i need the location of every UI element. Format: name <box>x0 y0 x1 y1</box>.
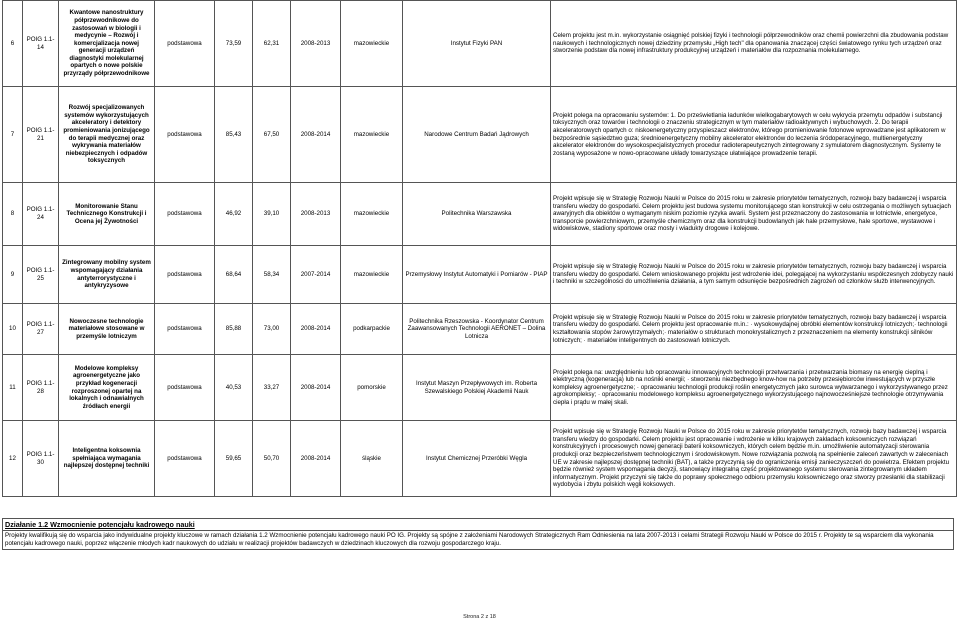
table-row <box>3 183 957 246</box>
beneficiary: Politechnika Warszawska <box>403 183 551 246</box>
project-period: 2008-2013 <box>291 1 341 87</box>
project-region: śląskie <box>341 421 403 497</box>
project-title: Rozwój specjalizowanych systemów wykorzystujących akceleratory i detektory promieniowania jonizującego do terapii medycznej oraz wykrywania materiałów niebezpiecznych i odpadów toksycznych <box>59 87 155 183</box>
project-code: POIG 1.1-14 <box>23 1 59 87</box>
project-region: podkarpackie <box>341 304 403 355</box>
table-row <box>3 355 957 421</box>
project-description: Projekt polega na opracowaniu systemów: 1. Do prześwietlania ładunków wielkogabarytowych w celu wykrycia przemytu odpadów i substancji toksycznych oraz towarów i technologii o znaczeniu strategicznym w tym materiałów radioaktywnych i wybuchowych. 2. Do terapii akceleratorowych opartych o: niskoenergetyczny przyspieszacz elektronów, którego promieniowanie fotonowe wprowadzane jest aplikatorem w bezpośrednie sąsiedztwo guza; średnioenergetyczny mobilny akcelerator elektronów do leczenia śródoperacyjnego, multienergetyczny akcelerator elektronów do wysokospecjalistycznych procedur radioterapeutycznych zintegrowany z symulatorem diagnostycznym. Systemy te zostaną wyposażone w nowo-opracowane układy towarzyszące ułatwiające prowadzenie terapii. <box>551 87 957 183</box>
row-number: 10 <box>3 304 23 355</box>
table-body <box>3 1 957 497</box>
project-code: POIG 1.1-21 <box>23 87 59 183</box>
project-code: POIG 1.1-27 <box>23 304 59 355</box>
project-title: Monitorowanie Stanu Technicznego Konstrukcji i Ocena jej Żywotności <box>59 183 155 246</box>
table-row <box>3 304 957 355</box>
row-number: 11 <box>3 355 23 421</box>
project-title: Kwantowe nanostruktury półprzewodnikowe do zastosowań w biologii i medycynie – Rozwój i komercjalizacja nowej generacji urządzeń diagnostyki molekularnej opartych o nowe polskie przyrządy półprzewodnikowe <box>59 1 155 87</box>
total-cost: 85,43 <box>215 87 253 183</box>
eu-funding: 50,70 <box>253 421 291 497</box>
project-title: Nowoczesne technologie materiałowe stosowane w przemyśle lotniczym <box>59 304 155 355</box>
project-period: 2008-2014 <box>291 304 341 355</box>
project-description: Projekt wpisuje się w Strategię Rozwoju Nauki w Polsce do 2015 roku w zakresie priorytetów tematycznych, rozwoju bazy badawczej i wsparcia transferu wiedzy do gospodarki. Celem wnioskowanego projektu jest wdrożenie idei, polegającej na wykorzystaniu współczesnych zdobyczy nauki i techniki w szczególności do umożliwienia działania, a tym samym odsunięcie bezpośrednich zagrożeń od członków służb interwencyjnych. <box>551 246 957 304</box>
project-region: mazowieckie <box>341 1 403 87</box>
table-row <box>3 1 957 87</box>
row-number: 7 <box>3 87 23 183</box>
project-title: Inteligentna koksownia spełniająca wymagania najlepszej dostępnej techniki <box>59 421 155 497</box>
project-period: 2008-2014 <box>291 355 341 421</box>
project-period: 2007-2014 <box>291 246 341 304</box>
project-code: POIG 1.1-28 <box>23 355 59 421</box>
project-description: Projekt polega na: uwzględnieniu lub opracowaniu innowacyjnych technologii przetwarzania i przetwarzania biomasy na energię cieplną i elektryczną (kogeneracja) lub na nośniki energii; · stworzeniu niezbędnego know-how na potrzeby przesiębiorców inwestujących w przyszłe kompleksy agroenergetyczne; · opracowaniu technologii produkcji roślin energetycznych jako surowca wytwarzanego i wykorzystywanego przez agrokompleksy; · opracowaniu modelowego kompleksu agroenergetycznego wykorzystującego najnowocześniejsze technologie otrzymywania ciepła i prądu w małej skali. <box>551 355 957 421</box>
row-number: 8 <box>3 183 23 246</box>
project-code: POIG 1.1-30 <box>23 421 59 497</box>
row-number: 12 <box>3 421 23 497</box>
project-code: POIG 1.1-24 <box>23 183 59 246</box>
section-text: Projekty kwalifikują się do wsparcia jako indywidualne projekty kluczowe w ramach działania 1.2 Wzmocnienie potencjału kadrowego nauki PO IG. Projekty są spójne z założeniami Narodowych Strategicznych Ram Odniesienia na lata 2007-2013 i celami Strategii Rozwoju Nauki w Polsce do 2015 r. Projekty te są wsparciem dla wykonania potencjału kadrowego nauki, poprzez włączenie młodych kadr naukowych do udziału w realizacji projektów badawczych w dziedzinach kluczowych dla rozwoju gospodarczego kraju. <box>5 532 934 547</box>
section-title: Działanie 1.2 Wzmocnienie potencjału kadrowego nauki <box>3 519 953 531</box>
beneficiary: Politechnika Rzeszowska - Koordynator Centrum Zaawansowanych Technologii AERONET – Dolina Lotnicza <box>403 304 551 355</box>
section-1-2 <box>2 518 954 550</box>
project-type: podstawowa <box>155 1 215 87</box>
total-cost: 59,65 <box>215 421 253 497</box>
beneficiary: Narodowe Centrum Badań Jądrowych <box>403 87 551 183</box>
project-region: pomorskie <box>341 355 403 421</box>
total-cost: 68,64 <box>215 246 253 304</box>
table-row <box>3 246 957 304</box>
beneficiary: Instytut Fizyki PAN <box>403 1 551 87</box>
beneficiary: Przemysłowy Instytut Automatyki i Pomiarów - PIAP <box>403 246 551 304</box>
table-row <box>3 421 957 497</box>
project-code: POIG 1.1-25 <box>23 246 59 304</box>
projects-table <box>2 0 957 497</box>
project-title: Zintegrowany mobilny system wspomagający działania antyterrorystyczne i antykryzysowe <box>59 246 155 304</box>
project-period: 2008-2013 <box>291 183 341 246</box>
project-description: Projekt wpisuje się w Strategię Rozwoju Nauki w Polsce do 2015 roku w zakresie priorytetów tematycznych, rozwoju bazy badawczej i wsparcia transferu wiedzy do gospodarki. Celem projektu jest opracowanie i wdrożenie w kilku krajowych zakładach koksowniczych rozwiązań konstrukcyjnych i procesowych nowej generacji baterii koksowniczych, których celem będzie m.in. umożliwienie automatyzacji sterowania produkcji oraz bezpieczeństwem technologicznym i środowiskowym. Nowe rozwiązania pozwolą na spełnienie zaleceń zawartych w zaleceniach UE w zakresie najlepszej dostępnej techniki (BAT), a także przyczynią się do ograniczenia emisji zanieczyszczeń do powietrza. Efektem projektu będzie również system wspomagania decyzji, stanowiący integralną część projektowanego systemu sterowania zintegrowanym układem informatycznym. Projekt przyczyni się także do poprawy społecznego odbioru przemysłu koksowniczego oraz stworzy przesłanki dla stabilizacji wydobycia i zbytu polskich węgli koksowych. <box>551 421 957 497</box>
project-region: mazowieckie <box>341 246 403 304</box>
eu-funding: 62,31 <box>253 1 291 87</box>
total-cost: 40,53 <box>215 355 253 421</box>
total-cost: 85,88 <box>215 304 253 355</box>
project-type: podstawowa <box>155 246 215 304</box>
total-cost: 46,92 <box>215 183 253 246</box>
project-region: mazowieckie <box>341 183 403 246</box>
project-period: 2008-2014 <box>291 87 341 183</box>
eu-funding: 67,50 <box>253 87 291 183</box>
table-row <box>3 87 957 183</box>
beneficiary: Instytut Chemicznej Przeróbki Węgla <box>403 421 551 497</box>
row-number: 6 <box>3 1 23 87</box>
project-description: Celem projektu jest m.in. wykorzystanie osiągnięć polskiej fizyki i technologii półprzewodników oraz chemii powierzchni dla zbudowania podstaw naukowych i technologicznych nowej dziedziny przemysłu „High tech" dla opanowania znaczącej części światowego rynku tych urządzeń oraz stworzenie podstaw dla nowej infrastruktury produkcyjnej urządzeń i materiałów dla rozpoznania molekularnego. <box>551 1 957 87</box>
project-type: podstawowa <box>155 355 215 421</box>
project-type: podstawowa <box>155 421 215 497</box>
row-number: 9 <box>3 246 23 304</box>
project-region: mazowieckie <box>341 87 403 183</box>
page-footer: Strona 2 z 18 <box>463 614 496 620</box>
project-type: podstawowa <box>155 87 215 183</box>
total-cost: 73,59 <box>215 1 253 87</box>
project-title: Modelowe kompleksy agroenergetyczne jako przykład kogeneracji rozproszonej opartej na lokalnych i odnawialnych źródłach energii <box>59 355 155 421</box>
eu-funding: 39,10 <box>253 183 291 246</box>
project-type: podstawowa <box>155 183 215 246</box>
eu-funding: 73,00 <box>253 304 291 355</box>
project-description: Projekt wpisuje się w Strategię Rozwoju Nauki w Polsce do 2015 roku w zakresie priorytetów tematycznych, rozwoju bazy badawczej i wsparcia transferu wiedzy do gospodarki. Celem projektu jest budowa systemu monitorującego stan konstrukcji w celu ostrzegania o możliwych sytuacjach awaryjnych dla obiektów o wymaganym niskim poziomie ryzyka awarii. System jest przeznaczony do zastosowania w lotnictwie, energetyce, transporcie powierzchniowym, przemyśle chemicznym oraz dla konstrukcji budowlanych jak hale przemysłowe, hale sportowe, wystawowe i widowiskowe, stadiony sportowe oraz mosty i wiadukty drogowe i kolejowe. <box>551 183 957 246</box>
eu-funding: 33,27 <box>253 355 291 421</box>
project-description: Projekt wpisuje się w Strategię Rozwoju Nauki w Polsce do 2015 roku w zakresie priorytetów tematycznych, rozwoju bazy badawczej i wsparcia transferu wiedzy do gospodarki. Celem projektu jest opracowanie m.in.: · wysokowydajnej obróbki elementów konstrukcji lotniczych;· technologii kształtowania stopów żarowytrzymałych;· materiałów o strukturach monokrystalicznych z przeznaczeniem na elementy konstrukcji silników lotniczych; · materiałów inteligentnych do zastosowań lotniczych. <box>551 304 957 355</box>
project-period: 2008-2014 <box>291 421 341 497</box>
eu-funding: 58,34 <box>253 246 291 304</box>
project-type: podstawowa <box>155 304 215 355</box>
beneficiary: Instytut Maszyn Przepływowych im. Roberta Szewalskiego Polskiej Akademii Nauk <box>403 355 551 421</box>
